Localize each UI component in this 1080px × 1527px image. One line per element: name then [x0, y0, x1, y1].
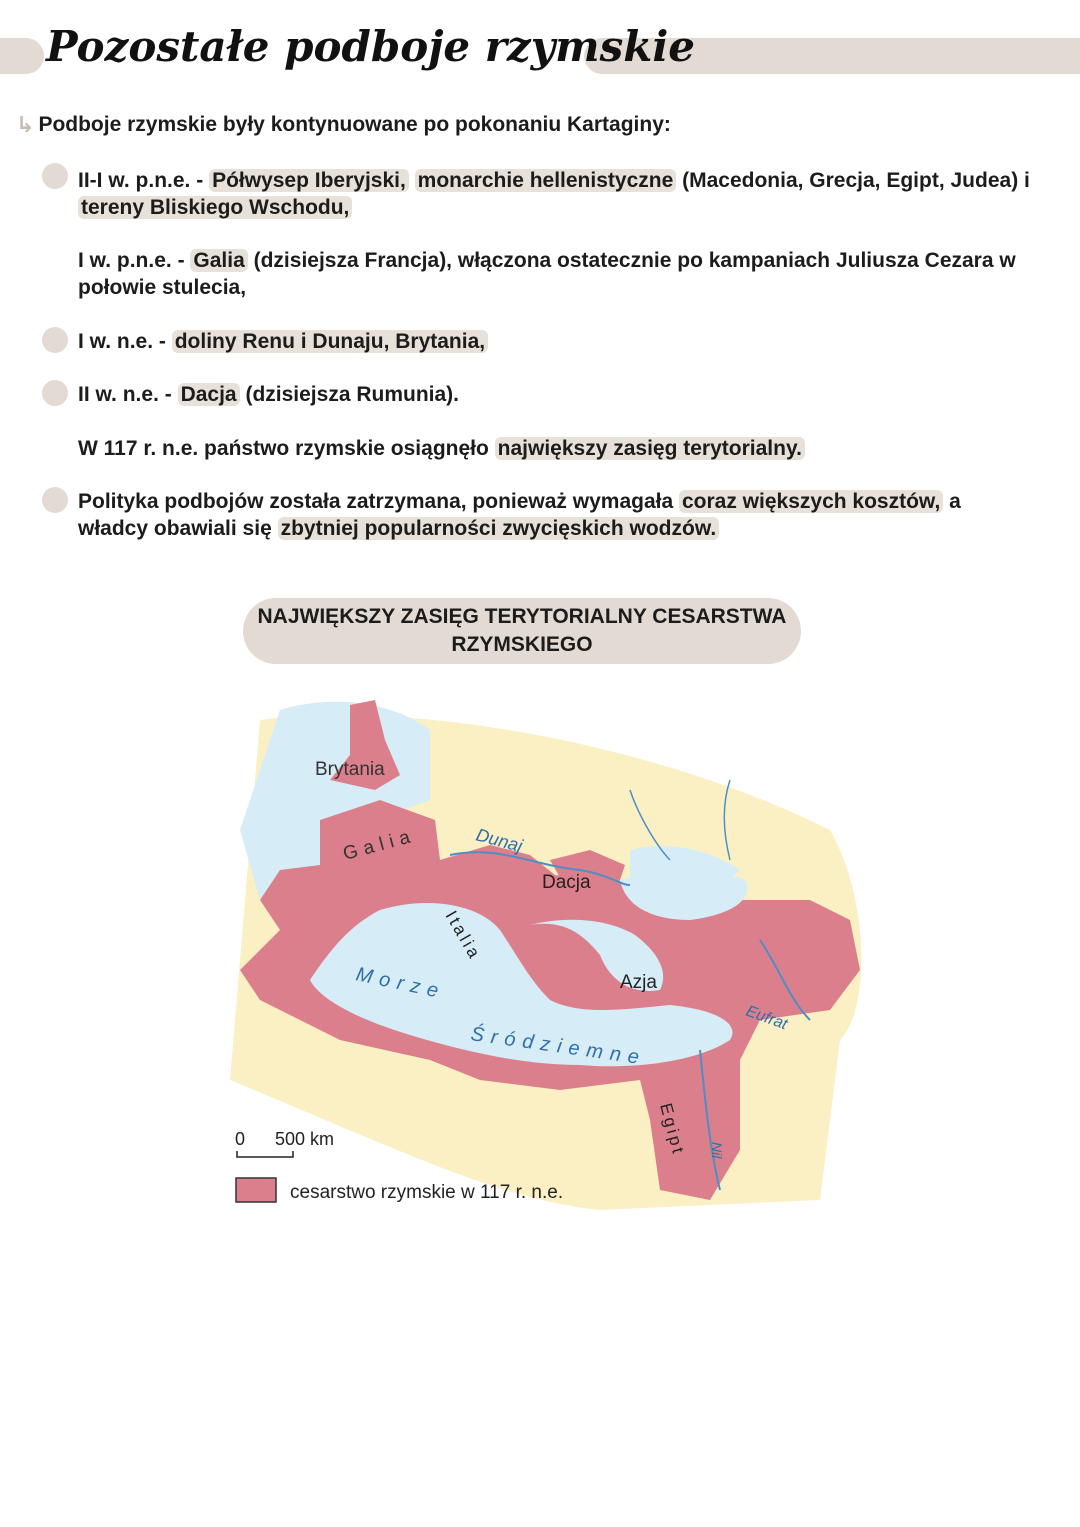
list-item [78, 247, 1058, 301]
label-nil: Nil [709, 1142, 725, 1159]
highlight: Dacja [178, 383, 240, 406]
label-galia: Galia [340, 825, 419, 865]
highlight: Półwysep Iberyjski, [209, 169, 409, 192]
item-period: II-I w. p.n.e. - [78, 169, 210, 192]
label-egipt: Egipt [656, 1101, 689, 1158]
intro-text: Podboje rzymskie były kontynuowane po pokonaniu Kartaginy: [38, 113, 671, 136]
highlight: doliny Renu i Dunaju, Brytania, [172, 330, 488, 353]
list-item [78, 167, 1058, 221]
roman-empire-map [200, 680, 880, 1220]
list-item [78, 328, 488, 355]
scale-zero: 0 [235, 1129, 246, 1149]
highlight: Galia [190, 249, 247, 272]
item-text: władcy obawiali się [78, 517, 278, 540]
list-item [78, 381, 459, 408]
arrow-icon: ↳ [16, 112, 35, 137]
bullet-dot [42, 327, 68, 353]
bullet-dot [42, 163, 68, 189]
item-text: (Macedonia, Grecja, Egipt, Judea) i [676, 169, 1030, 192]
item-text: a [943, 490, 961, 513]
bullet-dot [42, 487, 68, 513]
item-text: (dzisiejsza Rumunia). [239, 383, 459, 406]
map-title-line: RZYMSKIEGO [451, 633, 593, 656]
bullet-dot [42, 380, 68, 406]
highlight: tereny Bliskiego Wschodu, [78, 196, 352, 219]
label-brytania: Brytania [315, 759, 385, 780]
label-srodziemne: Śródziemne [469, 1023, 648, 1070]
highlight: monarchie hellenistyczne [415, 169, 677, 192]
label-azja: Azja [620, 972, 657, 993]
map-title-line: NAJWIĘKSZY ZASIĘG TERYTORIALNY CESARSTWA [257, 605, 787, 628]
label-morze: Morze [353, 963, 448, 1004]
item-period: I w. p.n.e. - [78, 249, 191, 272]
label-italia: Italia [441, 907, 485, 964]
label-dunaj: Dunaj [473, 824, 525, 857]
list-item [78, 488, 1058, 542]
legend-label: cesarstwo rzymskie w 117 r. n.e. [290, 1182, 564, 1203]
item-text: Polityka podbojów została zatrzymana, ponieważ wymagała [78, 490, 679, 513]
item-period: I w. n.e. - [78, 330, 172, 353]
intro-line [16, 112, 671, 138]
highlight: coraz większych kosztów, [679, 490, 943, 513]
item-period: II w. n.e. - [78, 383, 178, 406]
map-title [243, 598, 801, 664]
label-eufrat: Eufrat [743, 1002, 790, 1034]
scale-bar [237, 1151, 293, 1157]
page-title: Pozostałe podboje rzymskie [46, 22, 696, 71]
highlight: największy zasięg terytorialny. [495, 437, 805, 460]
item-text: (dzisiejsza Francja), włączona ostatecznie po kampaniach Juliusza Cezara w [247, 249, 1016, 272]
item-text: W 117 r. n.e. państwo rzymskie osiągnęło [78, 437, 495, 460]
scale-label: 500 km [275, 1129, 335, 1149]
highlight: zbytniej popularności zwycięskich wodzów. [278, 517, 720, 540]
title-bar-decoration-left [0, 38, 44, 74]
label-dacja: Dacja [542, 872, 591, 893]
legend-swatch [236, 1178, 276, 1202]
item-text: połowie stulecia, [78, 276, 247, 299]
list-item [78, 435, 805, 462]
